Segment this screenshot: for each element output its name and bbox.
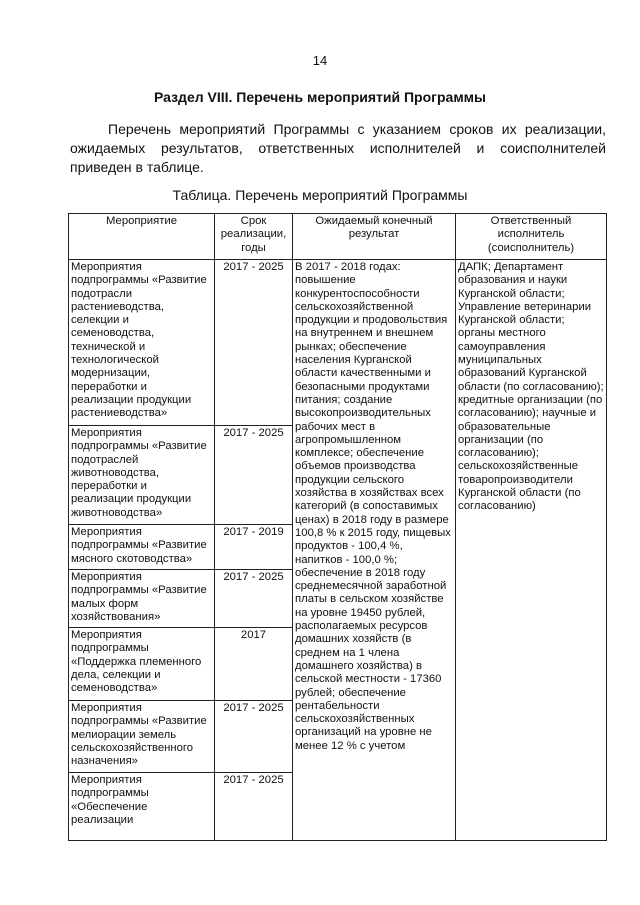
- activity-cell: Мероприятия подпрограммы «Обеспечение реализации: [69, 773, 215, 841]
- period-cell: 2017 - 2019: [215, 525, 293, 570]
- activity-cell: Мероприятия подпрограммы «Развитие подотрасли растениеводства, селекции и семеноводства, технической и технологической модернизации, переработки и реализации продукции растениеводства»: [69, 260, 215, 426]
- activity-cell: Мероприятия подпрограммы «Поддержка племенного дела, селекции и семеноводства»: [69, 628, 215, 701]
- period-cell: 2017 - 2025: [215, 570, 293, 628]
- activity-cell: Мероприятия подпрограммы «Развитие малых форм хозяйствования»: [69, 570, 215, 628]
- activity-cell: Мероприятия подпрограммы «Развитие мелиорации земель сельскохозяйственного назначения»: [69, 701, 215, 773]
- header-result: Ожидаемый конечный результат: [293, 214, 456, 260]
- header-period: Срок реализации, годы: [215, 214, 293, 260]
- period-cell: 2017 - 2025: [215, 701, 293, 773]
- period-cell: 2017: [215, 628, 293, 701]
- header-executor: Ответственный исполнитель (соисполнитель): [456, 214, 607, 260]
- period-cell: 2017 - 2025: [215, 260, 293, 426]
- period-cell: 2017 - 2025: [215, 773, 293, 841]
- table-caption: Таблица. Перечень мероприятий Программы: [172, 187, 468, 203]
- table-row: [69, 260, 607, 426]
- header-activity: Мероприятие: [69, 214, 215, 260]
- intro-paragraph: Перечень мероприятий Программы с указанием сроков их реализации, ожидаемых результатов, ответственных исполнителей и соисполнителей приведен в таблице.: [70, 121, 606, 175]
- table-header-row: [69, 214, 607, 260]
- period-cell: 2017 - 2025: [215, 426, 293, 525]
- program-activities-table: [68, 213, 607, 841]
- section-heading: Раздел VIII. Перечень мероприятий Программы: [153, 89, 486, 105]
- page-number: 14: [312, 53, 328, 68]
- activity-cell: Мероприятия подпрограммы «Развитие подотраслей животноводства, переработки и реализации продукции животноводства»: [69, 426, 215, 525]
- expected-result-cell: В 2017 - 2018 годах: повышение конкурентоспособности сельскохозяйственной продукции и продовольствия на внутреннем и внешнем рынках; обеспечение населения Курганской области качественными и безопасными продуктами питания; создание высокопроизводительных рабочих мест в агропромышленном комплексе; обеспечение объемов производства продукции сельского хозяйства в хозяйствах всех категорий (в сопоставимых ценах) в 2018 году в размере 100,8 % к 2015 году, пищевых продуктов - 100,4 %, напитков - 100,0 %; обеспечение в 2018 году среднемесячной заработной платы в сельском хозяйстве на уровне 19450 рублей, располагаемых ресурсов домашних хозяйств (в среднем на 1 члена домашнего хозяйства) в сельской местности - 17360 рублей; обеспечение рентабельности сельскохозяйственных организаций на уровне не менее 12 % с учетом: [293, 260, 456, 841]
- responsible-executor-cell: ДАПК; Департамент образования и науки Курганской области; Управление ветеринарии Курганской области; органы местного самоуправления муниципальных образований Курганской области (по согласованию); кредитные организации (по согласованию); научные и образовательные организации (по согласованию); сельскохозяйственные товаропроизводители Курганской области (по согласованию): [456, 260, 607, 841]
- activity-cell: Мероприятия подпрограммы «Развитие мясного скотоводства»: [69, 525, 215, 570]
